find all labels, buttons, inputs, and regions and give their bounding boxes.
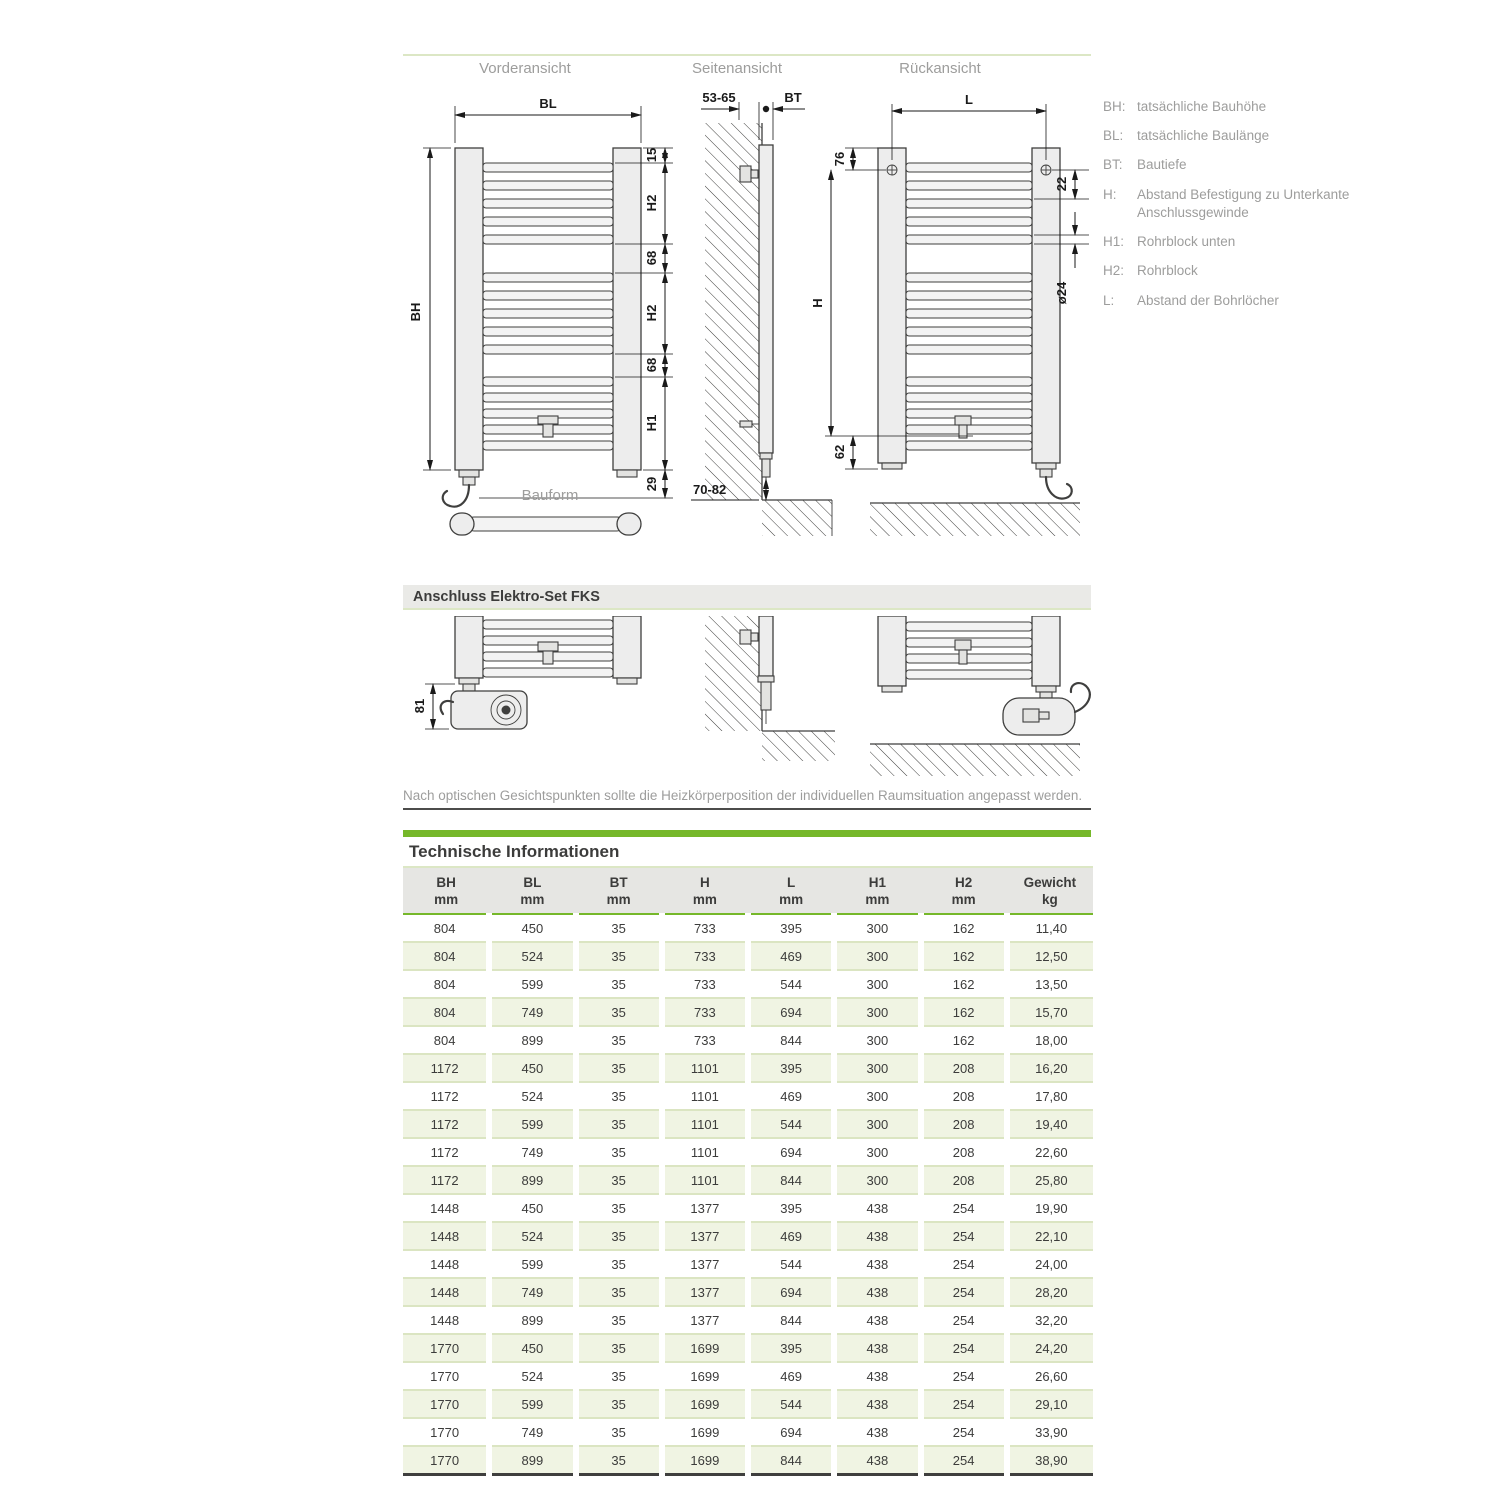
table-cell: 899 (489, 1166, 575, 1194)
dim-15: 15 (644, 147, 659, 163)
table-cell: 1448 (403, 1194, 489, 1222)
table-header (403, 867, 1093, 914)
col-header-bh: BH mm (403, 867, 489, 914)
table-row (403, 970, 1093, 998)
fks-rear-view (870, 616, 1090, 776)
table-cell: 733 (662, 970, 748, 998)
table-cell: 469 (748, 1222, 834, 1250)
table-cell: 733 (662, 914, 748, 942)
table-cell: 300 (834, 1166, 920, 1194)
table-row (403, 1446, 1093, 1475)
table-cell: 1101 (662, 1166, 748, 1194)
table-cell: 25,80 (1007, 1166, 1093, 1194)
table-row (403, 1250, 1093, 1278)
table-cell: 22,10 (1007, 1222, 1093, 1250)
wall-hatch (705, 123, 762, 500)
table-cell: 1699 (662, 1390, 748, 1418)
table-cell: 254 (921, 1194, 1007, 1222)
table-cell: 438 (834, 1250, 920, 1278)
table-cell: 162 (921, 914, 1007, 942)
table-cell: 438 (834, 1334, 920, 1362)
legend-item: BT: Bautiefe (1103, 157, 1187, 173)
top-divider (403, 54, 1091, 56)
table-row (403, 998, 1093, 1026)
table-cell: 300 (834, 914, 920, 942)
table-cell: 254 (921, 1362, 1007, 1390)
table-cell: 1770 (403, 1390, 489, 1418)
table-cell: 300 (834, 1026, 920, 1054)
radiator-profile (759, 145, 773, 453)
table-cell: 438 (834, 1194, 920, 1222)
table-cell: 33,90 (1007, 1418, 1093, 1446)
col-header-l: L mm (748, 867, 834, 914)
bauform-profile (450, 513, 641, 535)
col-header-bl: BL mm (489, 867, 575, 914)
table-cell: 899 (489, 1306, 575, 1334)
table-cell: 804 (403, 970, 489, 998)
col-header-gewicht: Gewicht kg (1007, 867, 1093, 914)
table-cell: 300 (834, 1110, 920, 1138)
legend-item: H: Abstand Befestigung zu Unterkante Anschlussgewinde (1103, 186, 1350, 220)
table-row (403, 1278, 1093, 1306)
table-row (403, 1026, 1093, 1054)
table-cell: 694 (748, 1278, 834, 1306)
table-cell: 35 (576, 998, 662, 1026)
table-row (403, 942, 1093, 970)
table-cell: 11,40 (1007, 914, 1093, 942)
floor-hatch (762, 731, 835, 761)
side-view-title: Seitenansicht (691, 60, 783, 77)
table-cell: 254 (921, 1418, 1007, 1446)
cable-hook (1046, 477, 1072, 499)
table-cell: 1377 (662, 1194, 748, 1222)
table-cell: 544 (748, 1390, 834, 1418)
table-row (403, 1194, 1093, 1222)
table-cell: 1448 (403, 1278, 489, 1306)
table-cell: 35 (576, 1054, 662, 1082)
fks-element-box (451, 691, 527, 729)
table-cell: 208 (921, 1082, 1007, 1110)
table-cell: 254 (921, 1446, 1007, 1475)
legend-item: H1: Rohrblock unten (1103, 234, 1236, 250)
dim-h2: H2 (644, 194, 659, 212)
table-cell: 1101 (662, 1054, 748, 1082)
table-cell: 35 (576, 1362, 662, 1390)
table-cell: 438 (834, 1418, 920, 1446)
mounting-screw (887, 165, 897, 175)
table-cell: 1448 (403, 1222, 489, 1250)
table-cell: 254 (921, 1334, 1007, 1362)
table-cell: 300 (834, 1082, 920, 1110)
table-cell: 1699 (662, 1446, 748, 1475)
table-cell: 35 (576, 1026, 662, 1054)
technical-table (403, 866, 1093, 1476)
table-cell: 208 (921, 1110, 1007, 1138)
table-cell: 28,20 (1007, 1278, 1093, 1306)
table-cell: 26,60 (1007, 1362, 1093, 1390)
table-cell: 300 (834, 1054, 920, 1082)
table-cell: 1101 (662, 1082, 748, 1110)
table-cell: 524 (489, 1222, 575, 1250)
table-cell: 450 (489, 1194, 575, 1222)
dim-h2: H2 (644, 304, 659, 322)
table-cell: 1172 (403, 1138, 489, 1166)
table-cell: 524 (489, 942, 575, 970)
table-cell: 1699 (662, 1418, 748, 1446)
table-cell: 254 (921, 1390, 1007, 1418)
table-cell: 749 (489, 1138, 575, 1166)
dim-l: L (965, 92, 973, 107)
table-row (403, 1306, 1093, 1334)
table-cell: 438 (834, 1222, 920, 1250)
table-cell: 1377 (662, 1250, 748, 1278)
table-row (403, 1418, 1093, 1446)
section-divider (403, 808, 1091, 810)
table-cell: 1172 (403, 1082, 489, 1110)
rear-view (810, 92, 1089, 536)
legend-item: BH: tatsächliche Bauhöhe (1103, 99, 1267, 114)
table-cell: 29,10 (1007, 1390, 1093, 1418)
table-cell: 1448 (403, 1250, 489, 1278)
floor-hatch (762, 500, 832, 536)
table-cell: 35 (576, 1110, 662, 1138)
table-cell: 395 (748, 1054, 834, 1082)
table-cell: 254 (921, 1250, 1007, 1278)
wall-bracket (740, 166, 751, 182)
table-cell: 1377 (662, 1278, 748, 1306)
table-row (403, 1054, 1093, 1082)
rear-view-title: Rückansicht (899, 60, 981, 77)
dim-68: 68 (644, 250, 659, 266)
table-cell: 19,90 (1007, 1194, 1093, 1222)
table-cell: 599 (489, 1110, 575, 1138)
table-cell: 450 (489, 914, 575, 942)
table-cell: 22,60 (1007, 1138, 1093, 1166)
table-cell: 844 (748, 1446, 834, 1475)
table-cell: 1699 (662, 1334, 748, 1362)
technical-drawing-main (403, 88, 1093, 580)
table-cell: 1101 (662, 1138, 748, 1166)
dim-h1: H1 (644, 414, 659, 432)
table-cell: 749 (489, 1278, 575, 1306)
table-cell: 19,40 (1007, 1110, 1093, 1138)
table-cell: 35 (576, 1278, 662, 1306)
table-row (403, 1390, 1093, 1418)
table-row (403, 1362, 1093, 1390)
mounting-screw (1041, 165, 1051, 175)
table-cell: 300 (834, 970, 920, 998)
table-cell: 524 (489, 1082, 575, 1110)
table-cell: 694 (748, 1138, 834, 1166)
dimension-legend (1103, 98, 1403, 321)
col-header-h1: H1 mm (834, 867, 920, 914)
floor-hatch (870, 503, 1080, 536)
table-cell: 524 (489, 1362, 575, 1390)
floor-hatch (870, 744, 1080, 776)
dim-81: 81 (412, 698, 427, 714)
table-accent-bar (403, 830, 1091, 837)
table-title: Technische Informationen (409, 842, 620, 861)
table-cell: 35 (576, 1418, 662, 1446)
table-cell: 1377 (662, 1222, 748, 1250)
table-cell: 254 (921, 1278, 1007, 1306)
dim-dia24: ø24 (1054, 281, 1069, 305)
table-cell: 694 (748, 998, 834, 1026)
table-cell: 300 (834, 998, 920, 1026)
table-cell: 438 (834, 1362, 920, 1390)
table-cell: 733 (662, 942, 748, 970)
table-cell: 844 (748, 1306, 834, 1334)
table-cell: 254 (921, 1306, 1007, 1334)
dim-62: 62 (832, 444, 847, 460)
dim-h: H (810, 298, 825, 308)
dim-68: 68 (644, 357, 659, 373)
table-cell: 804 (403, 1026, 489, 1054)
table-cell: 32,20 (1007, 1306, 1093, 1334)
cable-hook (443, 485, 469, 507)
table-cell: 1448 (403, 1306, 489, 1334)
table-cell: 35 (576, 970, 662, 998)
table-cell: 599 (489, 970, 575, 998)
fks-side-view (705, 616, 835, 761)
table-cell: 15,70 (1007, 998, 1093, 1026)
table-cell: 1172 (403, 1166, 489, 1194)
table-cell: 162 (921, 970, 1007, 998)
table-cell: 599 (489, 1390, 575, 1418)
table-cell: 438 (834, 1446, 920, 1475)
dim-29: 29 (644, 476, 659, 492)
table-body (403, 914, 1093, 1475)
dim-70-82: 70-82 (693, 482, 727, 497)
table-cell: 1101 (662, 1110, 748, 1138)
table-row (403, 914, 1093, 942)
positioning-note: Nach optischen Gesichtspunkten sollte die Heizkörperposition der individuellen Raumsituation angepasst werden. (403, 788, 1083, 803)
table-cell: 804 (403, 998, 489, 1026)
table-cell: 38,90 (1007, 1446, 1093, 1475)
table-cell: 13,50 (1007, 970, 1093, 998)
table-cell: 844 (748, 1166, 834, 1194)
table-cell: 162 (921, 942, 1007, 970)
table-cell: 395 (748, 914, 834, 942)
table-cell: 35 (576, 1390, 662, 1418)
table-cell: 599 (489, 1250, 575, 1278)
table-cell: 844 (748, 1026, 834, 1054)
table-row (403, 1082, 1093, 1110)
table-cell: 749 (489, 998, 575, 1026)
table-cell: 208 (921, 1166, 1007, 1194)
radiator-profile (759, 616, 773, 676)
table-cell: 300 (834, 942, 920, 970)
table-cell: 733 (662, 1026, 748, 1054)
table-cell: 438 (834, 1278, 920, 1306)
table-cell: 162 (921, 998, 1007, 1026)
table-cell: 1770 (403, 1418, 489, 1446)
legend-item: H2: Rohrblock (1103, 263, 1198, 279)
table-cell: 438 (834, 1390, 920, 1418)
table-cell: 300 (834, 1138, 920, 1166)
table-cell: 16,20 (1007, 1054, 1093, 1082)
table-cell: 35 (576, 942, 662, 970)
table-cell: 12,50 (1007, 942, 1093, 970)
table-row (403, 1222, 1093, 1250)
table-cell: 1172 (403, 1110, 489, 1138)
table-cell: 1699 (662, 1362, 748, 1390)
fks-front-view (412, 616, 641, 729)
table-cell: 1172 (403, 1054, 489, 1082)
col-header-bt: BT mm (576, 867, 662, 914)
table-cell: 162 (921, 1026, 1007, 1054)
table-row (403, 1334, 1093, 1362)
table-cell: 17,80 (1007, 1082, 1093, 1110)
table-cell: 694 (748, 1418, 834, 1446)
table-row (403, 1138, 1093, 1166)
table-cell: 24,20 (1007, 1334, 1093, 1362)
dim-bl: BL (539, 96, 557, 111)
heating-element-side (758, 676, 774, 682)
electric-plug (463, 477, 475, 485)
table-cell: 749 (489, 1418, 575, 1446)
table-cell: 1770 (403, 1334, 489, 1362)
table-cell: 544 (748, 1250, 834, 1278)
side-view (691, 90, 832, 536)
table-cell: 1770 (403, 1362, 489, 1390)
table-cell: 35 (576, 1250, 662, 1278)
technical-drawing-fks (403, 616, 1093, 784)
table-cell: 24,00 (1007, 1250, 1093, 1278)
table-cell: 254 (921, 1222, 1007, 1250)
dim-22: 22 (1054, 176, 1069, 192)
table-cell: 438 (834, 1306, 920, 1334)
fks-section-header: Anschluss Elektro-Set FKS (403, 585, 1091, 610)
table-cell: 469 (748, 1362, 834, 1390)
table-cell: 450 (489, 1054, 575, 1082)
legend-item: L: Abstand der Bohrlöcher (1103, 292, 1279, 308)
table-cell: 18,00 (1007, 1026, 1093, 1054)
table-cell: 899 (489, 1026, 575, 1054)
front-view (408, 96, 673, 535)
legend-item: BL: tatsächliche Baulänge (1103, 128, 1270, 144)
table-cell: 544 (748, 970, 834, 998)
table-cell: 899 (489, 1446, 575, 1475)
col-header-h2: H2 mm (921, 867, 1007, 914)
heating-element-side (760, 453, 772, 459)
table-cell: 35 (576, 1138, 662, 1166)
table-cell: 35 (576, 1306, 662, 1334)
table-cell: 35 (576, 1334, 662, 1362)
table-cell: 35 (576, 1082, 662, 1110)
table-row (403, 1166, 1093, 1194)
table-cell: 395 (748, 1194, 834, 1222)
table-cell: 35 (576, 1194, 662, 1222)
table-cell: 35 (576, 914, 662, 942)
table-cell: 208 (921, 1138, 1007, 1166)
table-cell: 469 (748, 1082, 834, 1110)
table-cell: 804 (403, 914, 489, 942)
table-cell: 544 (748, 1110, 834, 1138)
element-connector (1040, 692, 1052, 698)
col-header-h: H mm (662, 867, 748, 914)
table-cell: 469 (748, 942, 834, 970)
table-cell: 450 (489, 1334, 575, 1362)
table-cell: 35 (576, 1166, 662, 1194)
table-cell: 804 (403, 942, 489, 970)
table-cell: 1770 (403, 1446, 489, 1475)
table-cell: 35 (576, 1222, 662, 1250)
table-cell: 208 (921, 1054, 1007, 1082)
dim-53-65: 53-65 (702, 90, 736, 105)
table-row (403, 1110, 1093, 1138)
table-cell: 35 (576, 1446, 662, 1475)
bauform-label: Bauform (521, 487, 579, 504)
table-cell: 395 (748, 1334, 834, 1362)
table-cell: 733 (662, 998, 748, 1026)
valve-detail (538, 416, 558, 424)
dim-76: 76 (832, 151, 847, 167)
dim-bh: BH (408, 302, 423, 322)
element-connector (463, 684, 475, 691)
table-cell: 1377 (662, 1306, 748, 1334)
front-view-title: Vorderansicht (479, 60, 571, 77)
dim-bt: BT (784, 90, 802, 105)
